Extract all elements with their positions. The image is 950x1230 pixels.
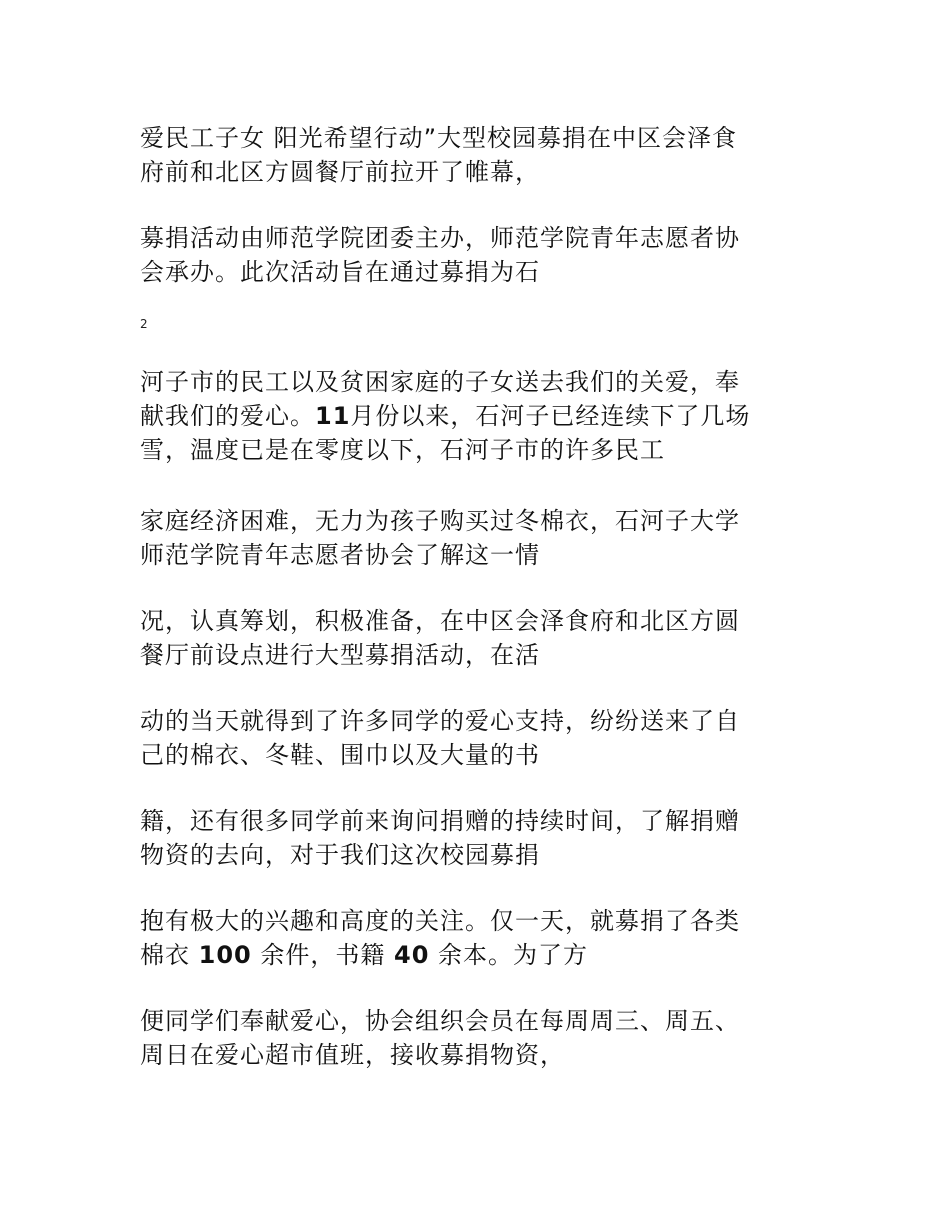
text-line: 雪，温度已是在零度以下，石河子市的许多民工 <box>140 436 665 464</box>
paragraph-9 <box>140 1004 820 1072</box>
paragraph-3 <box>140 365 820 467</box>
text-line <box>140 399 820 433</box>
paragraph-8 <box>140 904 820 972</box>
text-line: 家庭经济困难，无力为孩子购买过冬棉衣，石河子大学 <box>140 507 740 535</box>
text-segment: 月份以来，石河子已经连续下了几场 <box>350 402 751 430</box>
text-segment: 献我们的爱心。 <box>140 402 315 430</box>
text-segment: 余件，书籍 <box>251 941 395 969</box>
text-line: 府前和北区方圆餐厅前拉开了帷幕， <box>140 158 540 186</box>
text-segment: 余本。为了方 <box>429 941 589 969</box>
text-line: 募捐活动由师范学院团委主办，师范学院青年志愿者协 <box>140 224 740 252</box>
bold-number: 11 <box>315 402 351 430</box>
text-line: 便同学们奉献爱心，协会组织会员在每周周三、周五、 <box>140 1007 740 1035</box>
text-line: 餐厅前设点进行大型募捐活动，在活 <box>140 641 540 669</box>
paragraph-4 <box>140 504 820 572</box>
text-line: 会承办。此次活动旨在通过募捐为石 <box>140 258 540 286</box>
paragraph-1 <box>140 121 820 189</box>
bold-number: 40 <box>394 941 430 969</box>
text-line: 物资的去向，对于我们这次校园募捐 <box>140 841 540 869</box>
text-line: 籍，还有很多同学前来询问捐赠的持续时间，了解捐赠 <box>140 807 740 835</box>
text-line: 况，认真筹划，积极准备，在中区会泽食府和北区方圆 <box>140 607 740 635</box>
bold-number: 100 <box>198 941 252 969</box>
text-line: 河子市的民工以及贫困家庭的子女送去我们的关爱，奉 <box>140 368 740 396</box>
text-line <box>140 938 820 972</box>
paragraph-5 <box>140 604 820 672</box>
text-line: 周日在爱心超市值班，接收募捐物资， <box>140 1041 565 1069</box>
text-line: 动的当天就得到了许多同学的爱心支持，纷纷送来了自 <box>140 707 740 735</box>
text-segment: 棉衣 <box>140 941 199 969</box>
text-line: 己的棉衣、冬鞋、围巾以及大量的书 <box>140 741 540 769</box>
text-line: 师范学院青年志愿者协会了解这一情 <box>140 541 540 569</box>
paragraph-6 <box>140 704 820 772</box>
paragraph-7 <box>140 804 820 872</box>
page-number: 2 <box>140 317 148 331</box>
text-line: 抱有极大的兴趣和高度的关注。仅一天，就募捐了各类 <box>140 907 740 935</box>
paragraph-2 <box>140 221 820 289</box>
text-line: 爱民工子女 阳光希望行动”大型校园募捐在中区会泽食 <box>140 124 738 152</box>
